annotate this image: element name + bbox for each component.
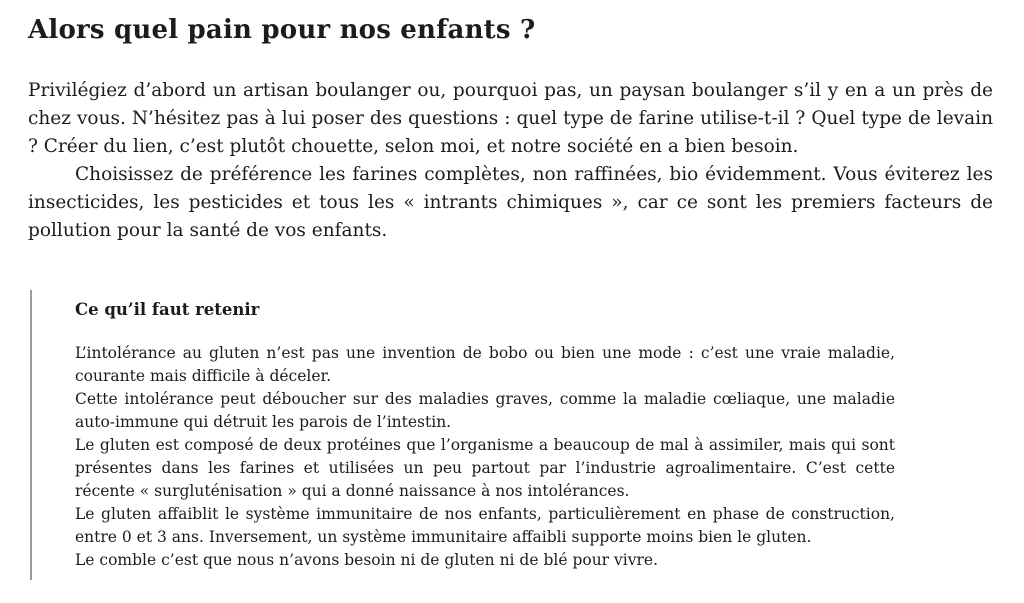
page-title: Alors quel pain pour nos enfants ? bbox=[28, 15, 536, 45]
callout-heading: Ce qu’il faut retenir bbox=[75, 300, 260, 319]
callout-paragraph: Le gluten affaiblit le système immunitaire de nos enfants, particulièrement en phase de construction, entre 0 et 3 ans. Inversement, un système immunitaire affaibli supporte moins bien le gluten. bbox=[75, 505, 895, 546]
callout-paragraph: Le gluten est composé de deux protéines que l’organisme a beaucoup de mal à assimiler, mais qui sont présentes dans les farines et utilisées un peu partout par l’industrie agroalimentaire. C’est cette récente « surgluténisation » qui a donné naissance à nos intolérances. bbox=[75, 436, 895, 500]
callout-paragraph: Le comble c’est que nous n’avons besoin ni de gluten ni de blé pour vivre. bbox=[75, 551, 658, 569]
callout-paragraph: Cette intolérance peut déboucher sur des maladies graves, comme la maladie cœliaque, une maladie auto-immune qui détruit les parois de l’intestin. bbox=[75, 390, 895, 431]
callout-paragraph: L’intolérance au gluten n’est pas une invention de bobo ou bien une mode : c’est une vraie maladie, courante mais difficile à déceler. bbox=[75, 344, 895, 385]
key-points-callout bbox=[30, 290, 993, 580]
intro-paragraph: Privilégiez d’abord un artisan boulanger ou, pourquoi pas, un paysan boulanger s’il y en a un près de chez vous. N’hésitez pas à lui poser des questions : quel type de farine utilise-t-il ? Quel type de levain ? Créer du lien, c’est plutôt chouette, selon moi, et notre société en a bien besoin. bbox=[28, 80, 993, 157]
advice-paragraph: Choisissez de préférence les farines complètes, non raffinées, bio évidemment. Vous éviterez les insecticides, les pesticides et tous les « intrants chimiques », car ce sont les premiers facteurs de pollution pour la santé de vos enfants. bbox=[28, 164, 993, 241]
